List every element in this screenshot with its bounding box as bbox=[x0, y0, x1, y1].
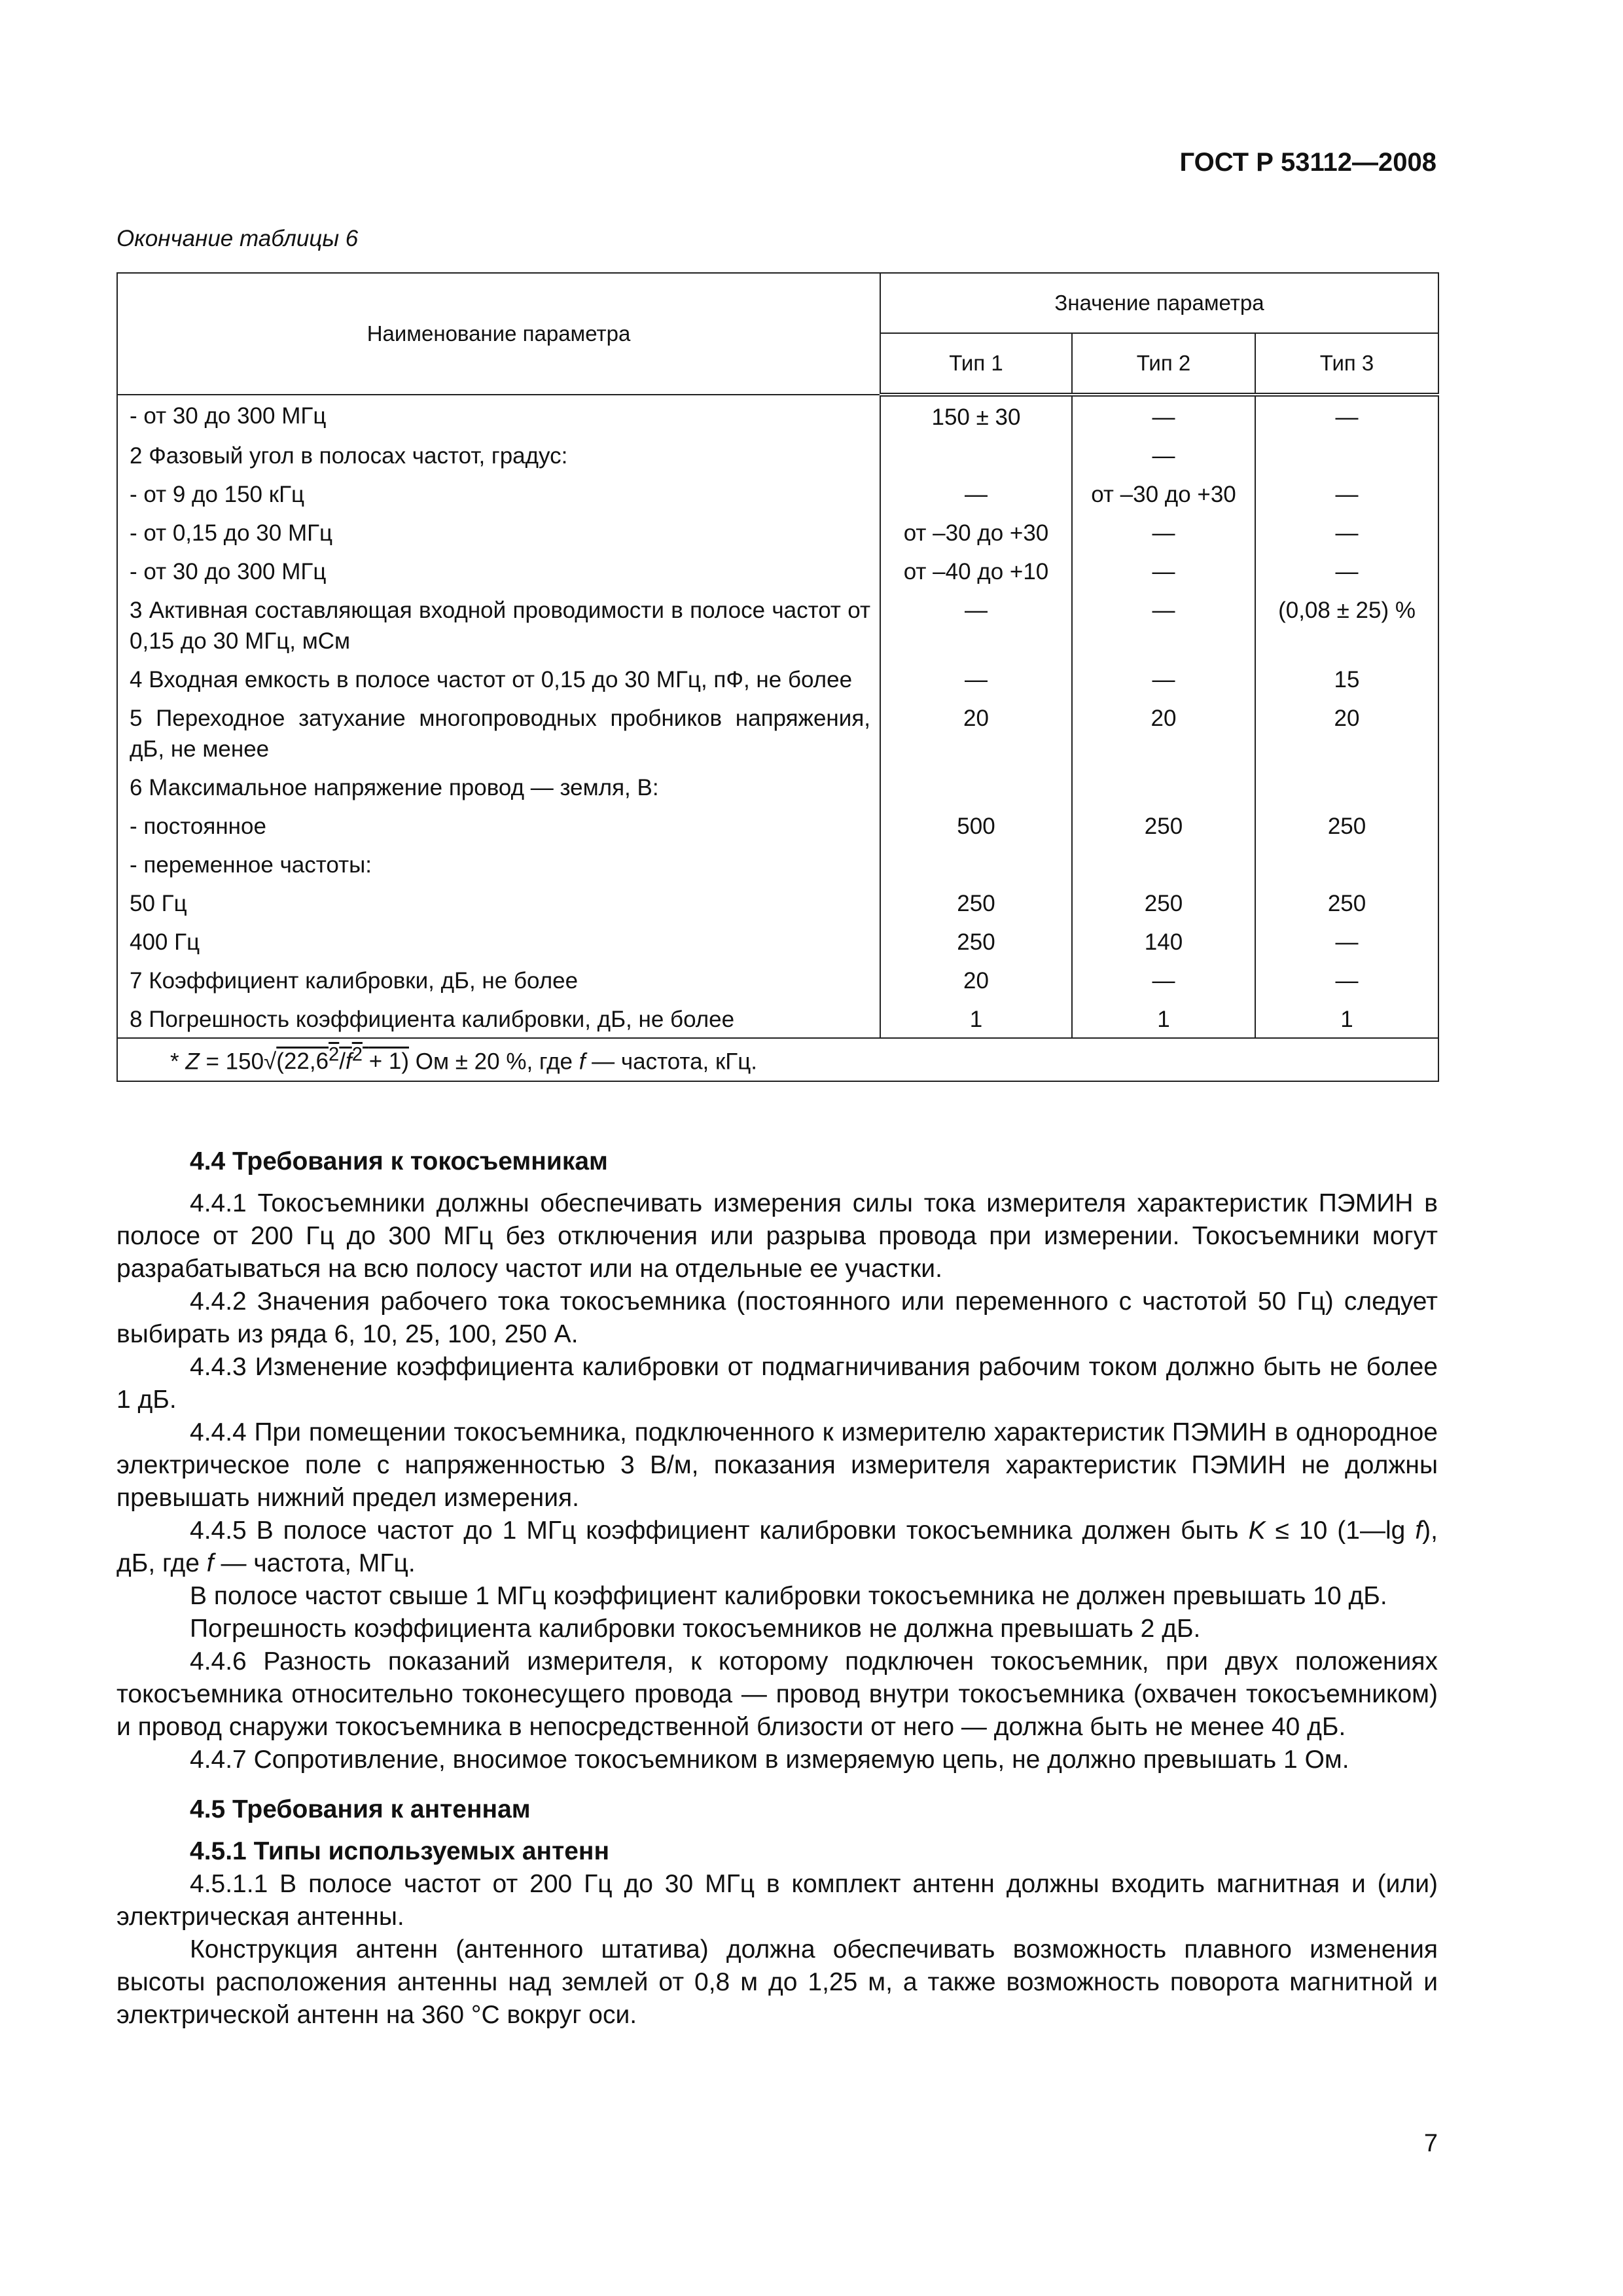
footnote-f: f bbox=[346, 1049, 352, 1075]
section-4-5-title: 4.5 Требования к антеннам bbox=[190, 1795, 531, 1823]
table-caption: Окончание таблицы 6 bbox=[116, 226, 359, 251]
type-3-cell: — bbox=[1255, 551, 1438, 590]
type-3-cell: 15 bbox=[1255, 659, 1438, 698]
type-3-cell: 20 bbox=[1255, 698, 1438, 767]
paragraph-4-4-3: 4.4.3 Изменение коэффициента калибровки от подмагничивания рабочим током должно быть не более 1 дБ. bbox=[116, 1353, 1438, 1414]
table-row bbox=[117, 512, 1438, 551]
type-3-cell: 1 bbox=[1255, 999, 1438, 1038]
type-3-cell: 250 bbox=[1255, 806, 1438, 844]
type-1-cell: — bbox=[880, 659, 1072, 698]
footnote-f2: f bbox=[579, 1049, 586, 1075]
param-name-cell: 400 Гц bbox=[117, 922, 880, 960]
col-header-type-3: Тип 3 bbox=[1255, 333, 1438, 395]
parameter-table bbox=[116, 272, 1439, 1082]
footnote-slash: / bbox=[339, 1049, 346, 1075]
table-row bbox=[117, 395, 1438, 435]
type-2-cell: от –30 до +30 bbox=[1072, 474, 1255, 512]
type-1-cell bbox=[880, 767, 1072, 806]
type-1-cell: 1 bbox=[880, 999, 1072, 1038]
paragraph-4-4-1: 4.4.1 Токосъемники должны обеспечивать измерения силы тока измерителя характеристик ПЭМИН в полосе от 200 Гц до 300 МГц без отключения или разрыва провода при измерении. Токосъемники могут разрабатываться на всю полосу частот или на отдельные ее участки. bbox=[116, 1189, 1438, 1283]
type-2-cell: 140 bbox=[1072, 922, 1255, 960]
type-3-cell bbox=[1255, 767, 1438, 806]
footnote-eq: = 150 bbox=[205, 1049, 264, 1075]
table-row bbox=[117, 922, 1438, 960]
page-number: 7 bbox=[1423, 2130, 1438, 2157]
footnote-inner-close: + 1) bbox=[368, 1049, 409, 1075]
footnote-star: * bbox=[170, 1049, 179, 1075]
type-2-cell: — bbox=[1072, 435, 1255, 474]
paragraph-4-4-5-b: В полосе частот свыше 1 МГц коэффициент калибровки токосъемника не должен превышать 10 дБ. bbox=[190, 1582, 1387, 1610]
col-header-value-group: Значение параметра bbox=[880, 273, 1438, 333]
p445-d: — частота, МГц. bbox=[221, 1549, 416, 1577]
param-name-cell: - от 30 до 300 МГц bbox=[117, 395, 880, 435]
type-3-cell: — bbox=[1255, 960, 1438, 999]
section-4-5-1-title: 4.5.1 Типы используемых антенн bbox=[190, 1837, 610, 1865]
p445-c: ), дБ, где bbox=[116, 1516, 1438, 1577]
type-2-cell: — bbox=[1072, 551, 1255, 590]
type-2-cell: — bbox=[1072, 659, 1255, 698]
document-code: ГОСТ Р 53112—2008 bbox=[1179, 148, 1436, 177]
param-name-cell: - от 9 до 150 кГц bbox=[117, 474, 880, 512]
param-name-cell: 4 Входная емкость в полосе частот от 0,15 до 30 МГц, пФ, не более bbox=[117, 659, 880, 698]
footnote-sup-2: 2 bbox=[351, 1044, 363, 1066]
type-1-cell: 150 ± 30 bbox=[880, 395, 1072, 435]
type-1-cell: 20 bbox=[880, 698, 1072, 767]
p445-f: f bbox=[1415, 1516, 1423, 1545]
param-name-cell: 8 Погрешность коэффициента калибровки, дБ, не более bbox=[117, 999, 880, 1038]
type-1-cell: — bbox=[880, 590, 1072, 659]
table-row bbox=[117, 551, 1438, 590]
table-row bbox=[117, 844, 1438, 883]
param-name-cell: 5 Переходное затухание многопроводных пробников напряжения, дБ, не менее bbox=[117, 698, 880, 767]
param-name-cell: - постоянное bbox=[117, 806, 880, 844]
type-1-cell: от –30 до +30 bbox=[880, 512, 1072, 551]
type-2-cell bbox=[1072, 767, 1255, 806]
type-2-cell: — bbox=[1072, 960, 1255, 999]
footnote-sup-1: 2 bbox=[329, 1044, 340, 1066]
footnote-tail: — частота, кГц. bbox=[592, 1049, 758, 1075]
section-4-4-title: 4.4 Требования к токосъемникам bbox=[190, 1147, 608, 1175]
type-1-cell bbox=[880, 435, 1072, 474]
type-3-cell bbox=[1255, 844, 1438, 883]
type-2-cell: — bbox=[1072, 395, 1255, 435]
type-3-cell: (0,08 ± 25) % bbox=[1255, 590, 1438, 659]
footnote-inner-open: (22,6 bbox=[276, 1049, 329, 1075]
table-row bbox=[117, 806, 1438, 844]
type-1-cell: от –40 до +10 bbox=[880, 551, 1072, 590]
type-3-cell: — bbox=[1255, 474, 1438, 512]
type-3-cell: — bbox=[1255, 922, 1438, 960]
table-row bbox=[117, 883, 1438, 922]
param-name-cell: 7 Коэффициент калибровки, дБ, не более bbox=[117, 960, 880, 999]
table-row bbox=[117, 435, 1438, 474]
type-2-cell: 250 bbox=[1072, 806, 1255, 844]
type-3-cell: 250 bbox=[1255, 883, 1438, 922]
table-row bbox=[117, 960, 1438, 999]
type-1-cell: 500 bbox=[880, 806, 1072, 844]
param-name-cell: - переменное частоты: bbox=[117, 844, 880, 883]
body-text bbox=[116, 1145, 1438, 2032]
table-row bbox=[117, 767, 1438, 806]
paragraph-4-4-5 bbox=[116, 1515, 1438, 1580]
col-header-parameter: Наименование параметра bbox=[117, 273, 880, 395]
type-1-cell bbox=[880, 844, 1072, 883]
table-row bbox=[117, 590, 1438, 659]
param-name-cell: 3 Активная составляющая входной проводимости в полосе частот от 0,15 до 30 МГц, мСм bbox=[117, 590, 880, 659]
paragraph-4-4-7: 4.4.7 Сопротивление, вносимое токосъемником в измеряемую цепь, не должно превышать 1 Ом. bbox=[190, 1746, 1349, 1774]
type-2-cell: 20 bbox=[1072, 698, 1255, 767]
param-name-cell: 6 Максимальное напряжение провод — земля, В: bbox=[117, 767, 880, 806]
p445-b: ≤ 10 (1—lg bbox=[1275, 1516, 1406, 1545]
paragraph-4-5-1-1-b: Конструкция антенн (антенного штатива) должна обеспечивать возможность плавного изменения высоты расположения антенны над землей от 0,8 м до 1,25 м, а также возможность поворота магнитной и электрической антенн на 360 °С вокруг оси. bbox=[116, 1935, 1438, 2029]
table-row bbox=[117, 999, 1438, 1038]
col-header-type-1: Тип 1 bbox=[880, 333, 1072, 395]
type-3-cell: — bbox=[1255, 395, 1438, 435]
type-3-cell bbox=[1255, 435, 1438, 474]
table-row bbox=[117, 474, 1438, 512]
type-2-cell bbox=[1072, 844, 1255, 883]
type-1-cell: 250 bbox=[880, 883, 1072, 922]
type-1-cell: 250 bbox=[880, 922, 1072, 960]
paragraph-4-4-4: 4.4.4 При помещении токосъемника, подключенного к измерителю характеристик ПЭМИН в однородное электрическое поле с напряженностью 3 В/м, показания измерителя характеристик ПЭМИН не должны превышать нижний предел измерения. bbox=[116, 1418, 1438, 1512]
footnote-z: Z bbox=[185, 1049, 200, 1075]
type-1-cell: — bbox=[880, 474, 1072, 512]
col-header-type-2: Тип 2 bbox=[1072, 333, 1255, 395]
param-name-cell: 50 Гц bbox=[117, 883, 880, 922]
table-row bbox=[117, 698, 1438, 767]
paragraph-4-4-2: 4.4.2 Значения рабочего тока токосъемника (постоянного или переменного с частотой 50 Гц) следует выбирать из ряда 6, 10, 25, 100, 250 А. bbox=[116, 1287, 1438, 1348]
p445-f2: f bbox=[206, 1549, 214, 1577]
param-name-cell: - от 30 до 300 МГц bbox=[117, 551, 880, 590]
p445-k: K bbox=[1248, 1516, 1266, 1545]
param-name-cell: - от 0,15 до 30 МГц bbox=[117, 512, 880, 551]
paragraph-4-4-6: 4.4.6 Разность показаний измерителя, к которому подключен токосъемник, при двух положениях токосъемника относительно токонесущего провода — провод внутри токосъемника (охвачен токосъемником) и провод снаружи токосъемника в непосредственной близости от него — должна быть не менее 40 дБ. bbox=[116, 1647, 1438, 1741]
footnote-rest: Ом ± 20 %, где bbox=[415, 1049, 573, 1075]
paragraph-4-4-5-c: Погрешность коэффициента калибровки токосъемников не должна превышать 2 дБ. bbox=[190, 1615, 1201, 1643]
p445-a: 4.4.5 В полосе частот до 1 МГц коэффициент калибровки токосъемника должен быть bbox=[190, 1516, 1239, 1545]
type-2-cell: — bbox=[1072, 512, 1255, 551]
type-2-cell: 250 bbox=[1072, 883, 1255, 922]
table-row bbox=[117, 659, 1438, 698]
type-2-cell: — bbox=[1072, 590, 1255, 659]
paragraph-4-5-1-1: 4.5.1.1 В полосе частот от 200 Гц до 30 МГц в комплект антенн должны входить магнитная и (или) электрическая антенны. bbox=[116, 1870, 1438, 1931]
param-name-cell: 2 Фазовый угол в полосах частот, градус: bbox=[117, 435, 880, 474]
type-3-cell: — bbox=[1255, 512, 1438, 551]
footnote-sqrt: √ bbox=[264, 1049, 277, 1075]
type-2-cell: 1 bbox=[1072, 999, 1255, 1038]
type-1-cell: 20 bbox=[880, 960, 1072, 999]
table-footnote bbox=[117, 1038, 1438, 1081]
